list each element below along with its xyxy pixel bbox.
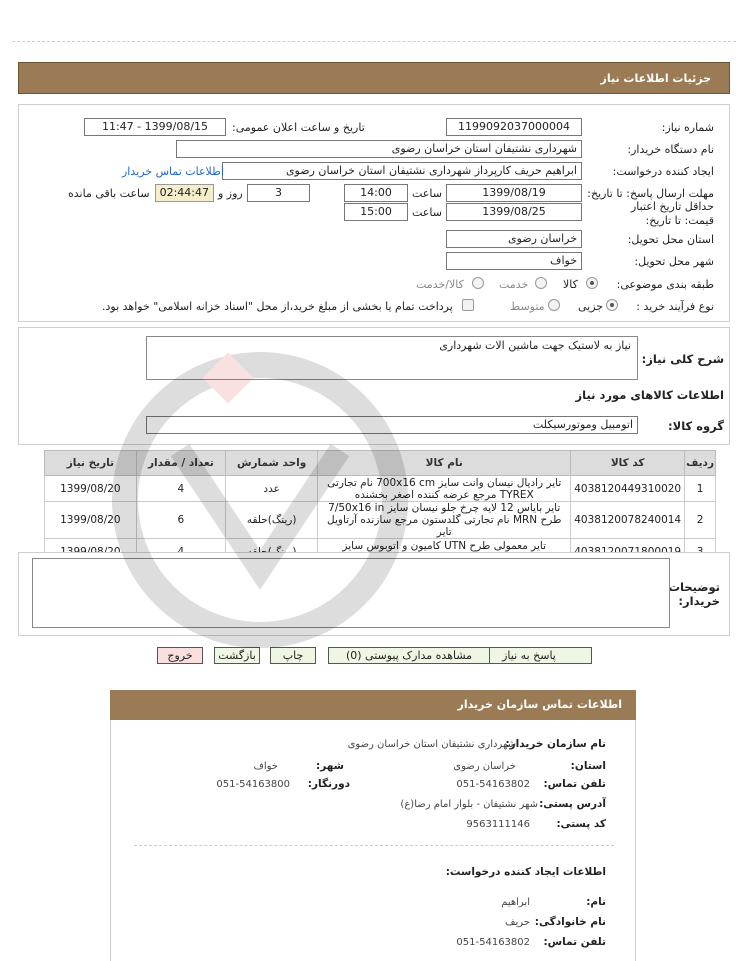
contact-city-value: خواف [253, 761, 278, 772]
creator-title: اطلاعات ایجاد کننده درخواست: [445, 866, 606, 878]
contact-divider [134, 845, 614, 846]
deadline-time-label: ساعت [412, 187, 442, 200]
reply-button[interactable]: پاسخ به نیاز [466, 647, 592, 664]
contact-phone-value: 051-54163802 [456, 779, 530, 790]
col-date: تاریخ نیاز [45, 451, 137, 476]
validity-time-label: ساعت [412, 206, 442, 219]
city-field[interactable]: خواف [446, 252, 582, 270]
attachments-button[interactable]: مشاهده مدارک پیوستی (0) [328, 647, 490, 664]
buyer-org-label: نام دستگاه خریدار: [627, 143, 714, 156]
creator-name-value: ابراهیم [501, 897, 530, 908]
payment-checkbox[interactable] [462, 299, 474, 311]
contact-postal-value: 9563111146 [466, 819, 530, 830]
requester-field[interactable]: ابراهیم حریف کارپرداز شهرداری نشتیفان استان خراسان رضوی [222, 162, 582, 180]
category-radio-service[interactable] [535, 277, 547, 289]
announce-field[interactable]: 1399/08/15 - 11:47 [84, 118, 226, 136]
creator-phone-value: 051-54163802 [456, 937, 530, 948]
creator-family-label: نام خانوادگی: [534, 916, 606, 928]
contact-province-label: استان: [570, 760, 606, 772]
cell-unit: (رینگ)حلقه [226, 502, 318, 539]
cell-unit: عدد [226, 476, 318, 502]
requester-label: ایجاد کننده درخواست: [612, 165, 714, 178]
cell-name: تایر معمولی طرح UTN کامیون و اتوبوس سایز [318, 539, 571, 565]
cell-qty: 4 [136, 476, 225, 502]
remaining-label: ساعت باقی مانده [68, 187, 150, 200]
process-radio-medium[interactable] [548, 299, 560, 311]
goods-group-label: گروه کالا: [668, 419, 724, 433]
remaining-time-badge: 02:44:47 [155, 184, 214, 202]
exit-button[interactable]: خروج [157, 647, 203, 664]
validity-time-field[interactable]: 15:00 [344, 203, 408, 221]
contact-address-value: شهر نشتیفان - بلوار امام رضا(ع) [400, 799, 538, 810]
contact-fax-value: 051-54163800 [216, 779, 290, 790]
cell-code: 4038120449310020 [571, 476, 685, 502]
cell-name: تایر رادیال نیسان وانت سایز 700x16 cm نام تجارتی TYREX مرجع عرضه کننده اصغر بخشنده [318, 476, 571, 502]
need-number-field[interactable]: 1199092037000004 [446, 118, 582, 136]
buyer-contact-title: اطلاعات تماس سازمان خریدار [457, 698, 622, 711]
process-radio-minor[interactable] [606, 299, 618, 311]
process-option-medium: متوسط [510, 300, 545, 313]
contact-province-value: خراسان رضوی [453, 761, 516, 772]
creator-name-label: نام: [586, 896, 606, 908]
deadline-time-field[interactable]: 14:00 [344, 184, 408, 202]
process-option-minor: جزیی [578, 300, 604, 313]
deadline-date-field[interactable]: 1399/08/19 [446, 184, 582, 202]
contact-city-label: شهر: [316, 760, 344, 772]
goods-section-title: اطلاعات کالاهای مورد نیاز [575, 388, 724, 402]
buyer-org-field[interactable]: شهرداری نشتیفان استان خراسان رضوی [176, 140, 582, 158]
cell-date: 1399/08/20 [45, 502, 137, 539]
creator-phone-label: تلفن تماس: [543, 936, 606, 948]
back-button[interactable]: بازگشت [214, 647, 260, 664]
validity-label: حداقل تاریخ اعتبار قیمت: تا تاریخ: [630, 200, 714, 227]
category-option-goods: کالا [563, 278, 578, 291]
col-row: ردیف [685, 451, 716, 476]
category-radio-mixed[interactable] [472, 277, 484, 289]
table-row[interactable] [45, 502, 716, 539]
cell-code: 4038120078240014 [571, 502, 685, 539]
cell-date: 1399/08/20 [45, 476, 137, 502]
contact-org-value: شهرداری نشتیفان استان خراسان رضوی [347, 739, 516, 750]
cell-row: 1 [685, 476, 716, 502]
top-divider [12, 41, 736, 42]
deadline-label: مهلت ارسال پاسخ: تا تاریخ: [587, 187, 714, 200]
buyer-notes-label: توضیحات خریدار: [668, 580, 720, 608]
goods-group-field[interactable]: اتومبیل وموتورسیکلت [146, 416, 638, 434]
col-code: کد کالا [571, 451, 685, 476]
contact-postal-label: کد پستی: [556, 818, 606, 830]
contact-fax-label: دورنگار: [307, 778, 350, 790]
contact-address-label: آدرس پستی: [539, 798, 606, 810]
goods-table [44, 450, 716, 565]
validity-date-field[interactable]: 1399/08/25 [446, 203, 582, 221]
province-field[interactable]: خراسان رضوی [446, 230, 582, 248]
city-label: شهر محل تحویل: [634, 255, 714, 268]
days-label: روز و [218, 187, 243, 200]
category-option-service: خدمت [499, 278, 529, 291]
page-title: جزئیات اطلاعات نیاز [600, 72, 711, 85]
cell-row: 2 [685, 502, 716, 539]
goods-table-header [45, 451, 716, 476]
description-textarea[interactable]: نیاز به لاستیک جهت ماشین الات شهرداری [146, 336, 638, 380]
announce-label: تاریخ و ساعت اعلان عمومی: [232, 121, 365, 134]
buyer-notes-textarea[interactable] [32, 558, 670, 628]
province-label: استان محل تحویل: [627, 233, 714, 246]
col-qty: تعداد / مقدار [136, 451, 225, 476]
page-header [18, 62, 730, 94]
process-label: نوع فرآیند خرید : [636, 300, 714, 313]
cell-qty: 6 [136, 502, 225, 539]
category-radio-goods[interactable] [586, 277, 598, 289]
buyer-contact-link[interactable]: اطلاعات تماس خریدار [122, 165, 224, 178]
category-option-mixed: کالا/خدمت [416, 278, 464, 291]
creator-family-value: حریف [505, 917, 530, 928]
col-name: نام کالا [318, 451, 571, 476]
days-field[interactable]: 3 [247, 184, 310, 202]
buyer-contact-header [110, 690, 636, 720]
payment-note: پرداخت تمام یا بخشی از مبلغ خرید،از محل "اسناد خزانه اسلامی" خواهد بود. [102, 300, 453, 313]
cell-name: تایر بایاس 12 لایه چرخ جلو نیسان سایز 7/50x16 in طرح MRN نام تجارتی گلدستون مرجع سازنده آرتاویل تایر [318, 502, 571, 539]
table-row[interactable] [45, 476, 716, 502]
col-unit: واحد شمارش [226, 451, 318, 476]
need-number-label: شماره نیاز: [661, 121, 714, 134]
category-label: طبقه بندی موضوعی: [616, 278, 714, 291]
contact-phone-label: تلفن تماس: [543, 778, 606, 790]
description-label: شرح کلی نیاز: [641, 352, 724, 366]
contact-org-label: نام سازمان خریدار: [505, 738, 606, 750]
print-button[interactable]: چاپ [270, 647, 316, 664]
